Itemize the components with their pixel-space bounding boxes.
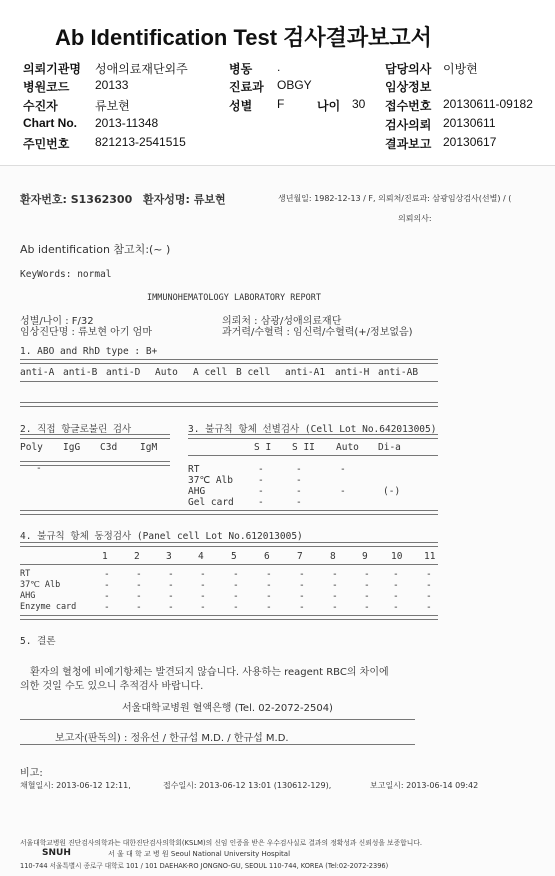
panel-row-label: AHG — [20, 591, 36, 601]
dat-value: - — [36, 463, 42, 474]
panel-cell: - — [364, 602, 370, 613]
header-label: 담당의사 — [385, 62, 432, 76]
snuh-logo: SNUH — [42, 848, 71, 858]
screening-cell: - — [340, 486, 346, 497]
panel-column-header: 8 — [330, 551, 336, 562]
panel-column-header: 9 — [362, 551, 368, 562]
divider — [20, 510, 438, 515]
panel-column-header: 10 — [391, 551, 403, 562]
screening-column-header: Auto — [336, 442, 359, 453]
screening-row-label: Gel card — [188, 497, 234, 508]
dat-column-header: IgM — [140, 442, 158, 453]
divider — [20, 719, 415, 720]
panel-column-header: 4 — [198, 551, 204, 562]
abo-column-header: Auto — [155, 367, 178, 378]
panel-cell: - — [393, 569, 399, 580]
screening-column-header: Di-a — [378, 442, 401, 453]
panel-cell: - — [200, 591, 206, 602]
panel-cell: - — [136, 591, 142, 602]
abo-rhd-type: 1. ABO and RhD type : B+ — [20, 346, 158, 357]
screening-column-header: S II — [292, 442, 315, 453]
panel-cell: - — [332, 569, 338, 580]
header-value: 821213-2541515 — [95, 135, 186, 149]
header-value: 성애의료재단외주 — [95, 62, 188, 76]
abo-column-header: anti-D — [106, 367, 141, 378]
header-label: 주민번호 — [23, 137, 70, 151]
panel-row-label: 37℃ Alb — [20, 580, 61, 590]
reporter-line: 보고자(판독의) : 정유선 / 한규섭 M.D. / 한규섭 M.D. — [55, 733, 289, 744]
panel-column-header: 1 — [102, 551, 108, 562]
header-label: 병동 — [229, 62, 253, 76]
header-label: Chart No. — [23, 116, 77, 130]
panel-cell: - — [426, 569, 432, 580]
section-5-title: 5. 결론 — [20, 636, 56, 647]
panel-column-header: 3 — [166, 551, 172, 562]
panel-cell: - — [136, 580, 142, 591]
abo-column-header: anti-AB — [378, 367, 419, 378]
header-label: 성별 — [229, 99, 253, 113]
conclusion-line-1: 환자의 혈청에 비예기항체는 발견되지 않습니다. 사용하는 reagent RBC의 차이에 — [30, 667, 389, 678]
panel-cell: - — [233, 569, 239, 580]
section-2-title: 2. 직접 항글로불린 검사 — [20, 424, 132, 435]
conclusion-line-2: 의한 것일 수도 있으니 추적검사 바랍니다. — [20, 681, 204, 692]
reference-title: Ab identification 참고치:(~ ) — [20, 243, 171, 256]
panel-cell: - — [299, 591, 305, 602]
header-label: 접수번호 — [385, 99, 432, 113]
screening-cell: - — [296, 486, 302, 497]
header-value: 20130611-09182 — [443, 97, 533, 111]
divider — [188, 455, 438, 456]
panel-cell: - — [233, 602, 239, 613]
panel-cell: - — [364, 569, 370, 580]
receipt-time: 접수일시: 2013-06-12 13:01 (130612-129), — [163, 781, 332, 790]
divider — [20, 359, 438, 364]
clinical-diagnosis: 임상진단명 : 류보현 아기 엄마 — [20, 327, 153, 338]
header-value: 20133 — [95, 78, 129, 92]
panel-cell: - — [266, 591, 272, 602]
screening-cell: - — [296, 475, 302, 486]
patient-number: 환자번호: S1362300 — [20, 193, 133, 206]
divider — [188, 434, 438, 439]
panel-column-header: 5 — [231, 551, 237, 562]
panel-cell: - — [426, 580, 432, 591]
header-value: 류보현 — [95, 99, 130, 113]
requester: 의뢰처 : 삼광/성애의료재단 — [222, 316, 342, 327]
dat-column-header: Poly — [20, 442, 43, 453]
age-value: 30 — [352, 97, 366, 111]
panel-cell: - — [299, 569, 305, 580]
footer-hospital-name: 서 울 대 학 교 병 원 Seoul National University Hospital — [108, 850, 291, 858]
screening-cell: - — [340, 464, 346, 475]
panel-cell: - — [104, 569, 110, 580]
header-label: 결과보고 — [385, 137, 432, 151]
abo-column-header: B cell — [236, 367, 271, 378]
divider — [20, 402, 438, 407]
abo-column-header: anti-A1 — [285, 367, 326, 378]
screening-column-header: S I — [254, 442, 272, 453]
panel-cell: - — [266, 569, 272, 580]
panel-row-label: Enzyme card — [20, 602, 77, 612]
abo-column-header: anti-A — [20, 367, 55, 378]
panel-cell: - — [136, 602, 142, 613]
panel-cell: - — [393, 580, 399, 591]
panel-cell: - — [266, 580, 272, 591]
header-value: 2013-11348 — [95, 116, 159, 130]
dat-column-header: C3d — [100, 442, 118, 453]
footer-address: 110-744 서울특별시 종로구 대학로 101 / 101 DAEHAK-RO JONGNO-GU, SEOUL 110-744, KOREA (Tel:02-2072-2396) — [20, 862, 389, 870]
screening-cell: - — [258, 497, 264, 508]
header-value: OBGY — [277, 78, 312, 92]
panel-cell: - — [104, 580, 110, 591]
report-time: 보고일시: 2013-06-14 09:42 — [370, 781, 479, 790]
panel-cell: - — [200, 569, 206, 580]
panel-column-header: 7 — [297, 551, 303, 562]
abo-column-header: A cell — [193, 367, 228, 378]
blood-bank-line: 서울대학교병원 혈액은행 (Tel. 02-2072-2504) — [122, 703, 333, 714]
header-label: 검사의뢰 — [385, 118, 432, 132]
divider — [20, 542, 438, 547]
panel-cell: - — [200, 580, 206, 591]
divider — [20, 744, 415, 745]
header-label: 임상정보 — [385, 80, 432, 94]
lab-report-title: IMMUNOHEMATOLOGY LABORATORY REPORT — [147, 293, 321, 303]
panel-row-label: RT — [20, 569, 31, 579]
panel-cell: - — [426, 591, 432, 602]
panel-cell: - — [364, 591, 370, 602]
remark-label: 비고: — [20, 768, 43, 779]
header-value: 20130617 — [443, 135, 497, 149]
panel-cell: - — [426, 602, 432, 613]
panel-cell: - — [168, 569, 174, 580]
screening-cell: (-) — [383, 486, 401, 497]
header-value: F — [277, 97, 285, 111]
panel-cell: - — [364, 580, 370, 591]
section-4-title: 4. 불규칙 항체 동정검사 (Panel cell Lot No.612013005) — [20, 531, 303, 542]
header-label: 진료과 — [229, 80, 264, 94]
screening-cell: - — [258, 475, 264, 486]
panel-cell: - — [233, 580, 239, 591]
screening-cell: - — [296, 464, 302, 475]
age-label: 나이 — [317, 99, 341, 113]
screening-row-label: RT — [188, 464, 200, 475]
divider — [20, 434, 170, 439]
patient-name: 환자성명: 류보현 — [143, 193, 226, 206]
panel-cell: - — [200, 602, 206, 613]
scanned-report — [0, 165, 555, 876]
panel-cell: - — [168, 602, 174, 613]
header-label: 병원코드 — [23, 80, 70, 94]
header-value: 20130611 — [443, 116, 496, 130]
divider — [20, 461, 170, 466]
panel-cell: - — [136, 569, 142, 580]
header-label: 의뢰기관명 — [23, 62, 81, 76]
header-value: . — [277, 60, 281, 74]
dob-line: 생년월일: 1982-12-13 / F, 의뢰처/진료과: 삼광임상검사(선별) / ( — [278, 194, 512, 203]
report-title: Ab Identification Test 검사결과보고서 — [55, 25, 432, 50]
panel-cell: - — [104, 602, 110, 613]
panel-column-header: 6 — [264, 551, 270, 562]
header-label: 수진자 — [23, 99, 58, 113]
screening-row-label: AHG — [188, 486, 206, 497]
screening-cell: - — [258, 486, 264, 497]
screening-cell: - — [258, 464, 264, 475]
transfusion-history: 과거력/수혈력 : 임신력/수혈력(+/정보없음) — [222, 327, 413, 338]
panel-column-header: 2 — [134, 551, 140, 562]
divider — [20, 381, 438, 382]
panel-cell: - — [332, 591, 338, 602]
keywords: KeyWords: normal — [20, 269, 112, 280]
panel-cell: - — [233, 591, 239, 602]
footer-certification: 서울대학교병원 진단검사의학과는 대한진단검사의학회(KSLM)의 신임 인증을 받은 우수검사실로 결과의 정확성과 신뢰성을 보증합니다. — [20, 839, 423, 847]
panel-cell: - — [266, 602, 272, 613]
panel-cell: - — [393, 602, 399, 613]
panel-cell: - — [393, 591, 399, 602]
header-value: 이방현 — [443, 62, 478, 76]
abo-column-header: anti-H — [335, 367, 370, 378]
panel-column-header: 11 — [424, 551, 436, 562]
panel-cell: - — [168, 580, 174, 591]
screening-cell: - — [296, 497, 302, 508]
panel-cell: - — [104, 591, 110, 602]
panel-cell: - — [332, 580, 338, 591]
panel-cell: - — [332, 602, 338, 613]
divider — [20, 564, 438, 565]
collection-time: 채혈일시: 2013-06-12 12:11, — [20, 781, 131, 790]
abo-column-header: anti-B — [63, 367, 98, 378]
screening-row-label: 37℃ Alb — [188, 475, 233, 486]
section-3-title: 3. 불규칙 항체 선별검사 (Cell Lot No.642013005) — [188, 424, 437, 435]
dat-column-header: IgG — [63, 442, 81, 453]
panel-cell: - — [299, 580, 305, 591]
divider — [20, 615, 438, 620]
sex-age: 성별/나이 : F/32 — [20, 316, 94, 327]
referring-doctor: 의뢰의사: — [398, 214, 432, 223]
panel-cell: - — [168, 591, 174, 602]
panel-cell: - — [299, 602, 305, 613]
